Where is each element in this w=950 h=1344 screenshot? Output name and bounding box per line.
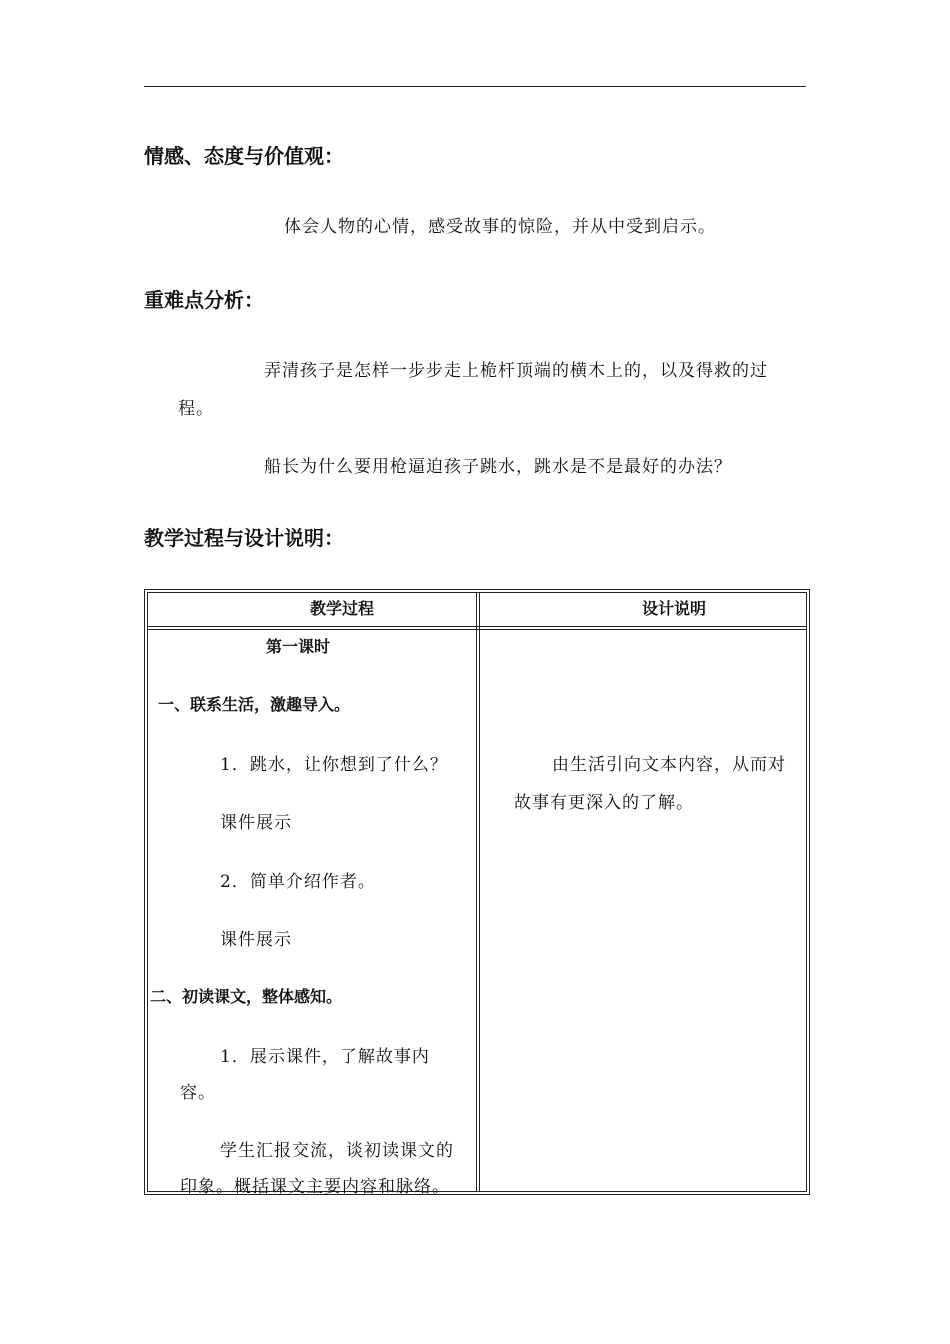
column-divider-double <box>479 592 480 1192</box>
header-row-divider <box>147 626 807 627</box>
affect-text: 体会人物的心情，感受故事的惊险，并从中受到启示。 <box>284 217 716 237</box>
lesson-label: 第一课时 <box>266 637 331 656</box>
difficulty-paragraph-2: 船长为什么要用枪逼迫孩子跳水，跳水是不是最好的办法？ <box>264 457 732 477</box>
affect-heading: 情感、态度与价值观： <box>144 144 344 168</box>
difficulty-paragraph-1-line-2: 程。 <box>178 399 214 419</box>
process-heading: 教学过程与设计说明： <box>144 526 344 550</box>
table-header-process: 教学过程 <box>310 599 375 618</box>
step-2-note: 课件展示 <box>220 930 292 950</box>
step-1: 1．跳水，让你想到了什么？ <box>220 755 448 775</box>
column-divider <box>476 592 477 1192</box>
part-2-title: 二、初读课文，整体感知。 <box>150 987 343 1006</box>
step-4-line-1: 学生汇报交流，谈初读课文的 <box>220 1141 454 1161</box>
table-header-design: 设计说明 <box>642 599 707 618</box>
header-rule <box>144 86 806 87</box>
step-3-line-1: 1．展示课件，了解故事内 <box>220 1047 430 1067</box>
step-4-line-2: 印象。概括课文主要内容和脉络。 <box>180 1177 450 1197</box>
design-note-line-2: 故事有更深入的了解。 <box>514 793 694 813</box>
design-note-line-1: 由生活引向文本内容，从而对 <box>552 755 786 775</box>
difficulty-heading: 重难点分析： <box>144 288 264 312</box>
step-3-line-2: 容。 <box>180 1083 216 1103</box>
header-row-divider-double <box>147 629 807 630</box>
part-1-title: 一、联系生活，激趣导入。 <box>158 695 351 714</box>
step-2: 2．简单介绍作者。 <box>220 872 376 892</box>
lesson-table-inner-border <box>147 592 807 1192</box>
difficulty-paragraph-1-line-1: 弄清孩子是怎样一步步走上桅杆顶端的横木上的，以及得救的过 <box>264 361 768 381</box>
step-1-note: 课件展示 <box>220 813 292 833</box>
